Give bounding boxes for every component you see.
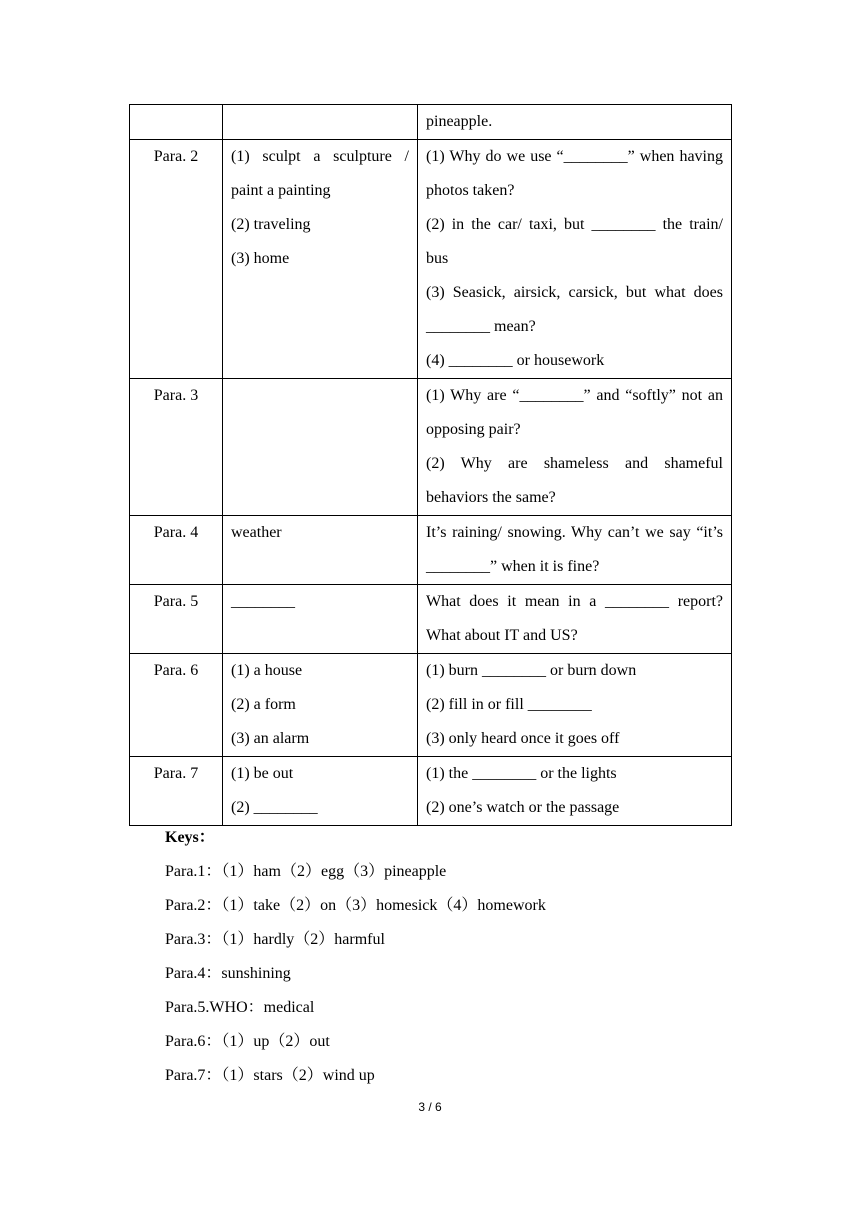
- table-row: [130, 140, 732, 379]
- para-cell: [130, 105, 223, 140]
- table-row: [130, 379, 732, 516]
- para-cell: Para. 4: [130, 516, 223, 585]
- word-line: (2) a form: [231, 696, 296, 713]
- words-cell: [223, 140, 418, 379]
- note-line: (4) ________ or housework: [426, 352, 605, 369]
- notes-cell: [418, 140, 732, 379]
- words-cell: [223, 105, 418, 140]
- note-line: (2) in the car/ taxi, but ________ the train/ bus: [426, 216, 723, 267]
- note-line: It’s raining/ snowing. Why can’t we say “it’s ________” when it is fine?: [426, 524, 723, 575]
- word-line: (2) ________: [231, 799, 318, 816]
- page-number: 3 / 6: [418, 1100, 442, 1114]
- words-cell: [223, 585, 418, 654]
- table-row: [130, 654, 732, 757]
- key-line: Para.2：（1）take（2）on（3）homesick（4）homework: [165, 897, 546, 914]
- word-line: (1) a house: [231, 662, 303, 679]
- para-cell: Para. 2: [130, 140, 223, 379]
- note-line: (3) only heard once it goes off: [426, 730, 620, 747]
- notes-cell: [418, 585, 732, 654]
- keys-title: Keys：: [165, 829, 215, 846]
- note-line: (1) Why do we use “________” when having photos taken?: [426, 148, 723, 199]
- notes-cell: [418, 516, 732, 585]
- word-line: weather: [231, 524, 282, 541]
- table-row: [130, 757, 732, 826]
- note-line: (1) burn ________ or burn down: [426, 662, 637, 679]
- word-line: (1) sculpt a sculpture / paint a painting: [231, 148, 409, 199]
- note-line: (1) the ________ or the lights: [426, 765, 617, 782]
- table-row: [130, 585, 732, 654]
- table-row: [130, 516, 732, 585]
- key-line: Para.6：（1）up（2）out: [165, 1033, 330, 1050]
- word-line: (3) an alarm: [231, 730, 310, 747]
- key-line: Para.1：（1）ham（2）egg（3）pineapple: [165, 863, 447, 880]
- notes-cell: [418, 105, 732, 140]
- notes-cell: [418, 654, 732, 757]
- words-cell: [223, 516, 418, 585]
- note-line: pineapple.: [426, 113, 493, 130]
- para-cell: Para. 6: [130, 654, 223, 757]
- note-line: (2) one’s watch or the passage: [426, 799, 620, 816]
- word-line: (2) traveling: [231, 216, 311, 233]
- note-line: (3) Seasick, airsick, carsick, but what does ________ mean?: [426, 284, 723, 335]
- table-row: [130, 105, 732, 140]
- vocabulary-table: [129, 104, 732, 826]
- key-line: Para.5.WHO：medical: [165, 999, 315, 1016]
- key-line: Para.3：（1）hardly（2）harmful: [165, 931, 385, 948]
- word-line: (1) be out: [231, 765, 294, 782]
- para-cell: Para. 7: [130, 757, 223, 826]
- para-cell: Para. 5: [130, 585, 223, 654]
- note-line: (2) Why are shameless and shameful behaviors the same?: [426, 455, 723, 506]
- para-cell: Para. 3: [130, 379, 223, 516]
- words-cell: [223, 757, 418, 826]
- note-line: What does it mean in a ________ report? What about IT and US?: [426, 593, 723, 644]
- words-cell: [223, 654, 418, 757]
- note-line: (1) Why are “________” and “softly” not an opposing pair?: [426, 387, 723, 438]
- notes-cell: [418, 379, 732, 516]
- words-cell: [223, 379, 418, 516]
- notes-cell: [418, 757, 732, 826]
- note-line: (2) fill in or fill ________: [426, 696, 592, 713]
- word-line: ________: [231, 593, 295, 610]
- key-line: Para.7：（1）stars（2）wind up: [165, 1067, 375, 1084]
- key-line: Para.4：sunshining: [165, 965, 291, 982]
- answer-keys: [165, 821, 725, 1093]
- word-line: (3) home: [231, 250, 290, 267]
